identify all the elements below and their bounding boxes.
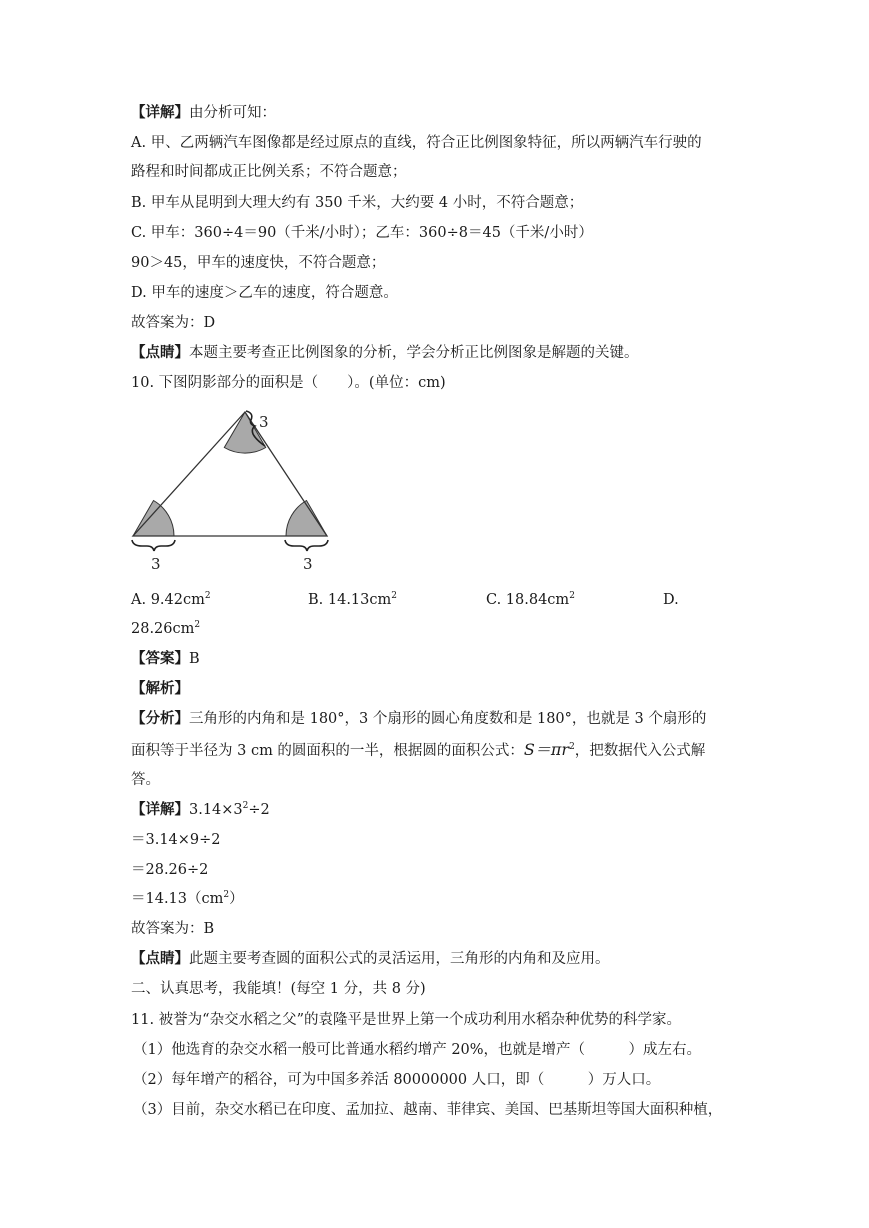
- q9-tip: [131, 343, 639, 363]
- q10-detail-line4: $=14.13(cm^2)$: [131, 890, 244, 907]
- q10-tip: 【点睛】此题主要考查圆的面积公式的灵活运用，三角形的内角和及应用。: [131, 950, 610, 967]
- fenxi-tag: 【分析】: [131, 710, 189, 727]
- q11-part2: （2）每年增产的稻谷，可为中国多养活 80000000 人口，即（ ）万人口。: [133, 1072, 661, 1088]
- q9-option-a-line1: A. 甲、乙两辆汽车图像都是经过原点的直线，符合正比例图象特征，所以两辆汽车行驶的: [131, 135, 702, 151]
- area-formula: S＝πr: [523, 740, 570, 759]
- q9-option-a-line2: 路程和时间都成正比例关系；不符合题意；: [131, 164, 407, 180]
- tip-text: 本题主要考查正比例图象的分析，学会分析正比例图象是解题的关键。: [189, 345, 639, 361]
- q11-part3: （3）目前，杂交水稻已在印度、孟加拉、越南、菲律宾、美国、巴基斯坦等国大面积种植，: [133, 1102, 723, 1118]
- tip-tag: 【点睛】: [131, 344, 189, 361]
- q10-analysis-tag: 【解析】: [131, 680, 189, 697]
- q10-detail-line3: ＝28.26÷2: [131, 862, 209, 878]
- q10-answer: [131, 649, 200, 669]
- answer-value: B: [189, 651, 200, 667]
- q9-answer: 故答案为：D: [131, 315, 216, 331]
- q10-option-b: B. $14.13cm^2$: [308, 591, 397, 608]
- q10-option-d-value: $28.26cm^2$: [131, 620, 201, 637]
- q10-fenxi-line3: 答。: [131, 772, 160, 788]
- triangle-figure: [128, 405, 338, 575]
- q10-detail-line1: 【详解】$3.14\times 3^2\div 2$: [131, 801, 270, 818]
- q10-detail-line2: ＝3.14×9÷2: [131, 832, 221, 848]
- section-title: 二、认真思考，我能填！(每空 1 分，共 8 分): [131, 981, 426, 997]
- q10-fenxi-line1: 【分析】三角形的内角和是 180°，3 个扇形的圆心角度数和是 180°，也就是 3 个扇形的: [131, 710, 707, 727]
- detail-tag: 【详解】: [131, 801, 189, 818]
- q11-question: 11. 被誉为“杂交水稻之父”的袁隆平是世界上第一个成功利用水稻杂种优势的科学家。: [131, 1012, 681, 1028]
- q10-option-d-label: D.: [663, 592, 679, 608]
- sector-left: [133, 501, 174, 537]
- q9-option-c-line2: 90＞45，甲车的速度快，不符合题意；: [131, 255, 386, 271]
- tip-tag: 【点睛】: [131, 950, 189, 967]
- q10-option-a: A. $9.42cm^2$: [131, 591, 211, 608]
- label-right: 3: [303, 555, 313, 573]
- answer-tag: 【答案】: [131, 650, 189, 667]
- q10-question: 10. 下图阴影部分的面积是（ ）。(单位：cm): [131, 375, 446, 391]
- brace-left: [132, 540, 175, 551]
- brace-right: [285, 540, 328, 551]
- q9-option-c-line1: C. 甲车：360÷4＝90（千米/小时）；乙车：360÷8＝45（千米/小时）: [131, 225, 593, 241]
- q11-part1: （1）他选育的杂交水稻一般可比普通水稻约增产 20%，也就是增产（ ）成左右。: [133, 1042, 702, 1058]
- q10-final-answer: 故答案为：B: [131, 921, 215, 937]
- q10-fenxi-line2: 面积等于半径为 3 cm 的圆面积的一半，根据圆的面积公式：$S=\pi r^2$，把数据代入公式解: [131, 740, 706, 759]
- q9-detail: [131, 103, 276, 123]
- label-left: 3: [151, 555, 161, 573]
- q9-option-b: B. 甲车从昆明到大理大约有 350 千米，大约要 4 小时，不符合题意；: [131, 195, 584, 211]
- detail-tag: 【详解】: [131, 104, 189, 121]
- label-top: 3: [259, 413, 269, 431]
- q10-option-c: C. $18.84cm^2$: [486, 591, 575, 608]
- q9-option-d: D. 甲车的速度＞乙车的速度，符合题意。: [131, 285, 398, 301]
- detail-text: 由分析可知：: [189, 105, 276, 121]
